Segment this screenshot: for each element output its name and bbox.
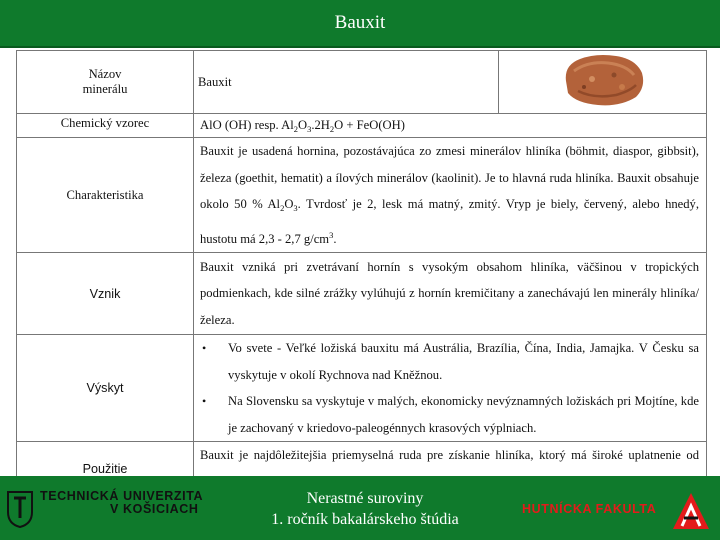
- formula-value-cell: [194, 114, 707, 138]
- tu-line1: TECHNICKÁ UNIVERZITA: [40, 489, 204, 503]
- occurrence-item-world-text: Vo svete - Veľké ložiská bauxitu má Austrália, Brazília, Čína, India, Jamajka. V Česku sa vyskytuje v okolí Rychnova nad Kněžnou.: [228, 341, 699, 382]
- occurrence-item-slovakia: [200, 388, 699, 441]
- name-label-line2: minerálu: [82, 82, 128, 96]
- formula-part-3: .2H: [311, 117, 330, 132]
- origin-label-cell: [17, 253, 194, 335]
- occurrence-label-cell: [17, 335, 194, 442]
- bauxite-rock-image: [560, 51, 646, 109]
- origin-value-cell: [194, 253, 707, 335]
- characteristics-sup: 3: [329, 229, 334, 240]
- footer-course-year: 1. ročník bakalárskeho štúdia: [271, 511, 459, 528]
- name-value: Bauxit: [198, 74, 232, 89]
- bullet-icon: •: [202, 341, 207, 355]
- name-label-cell: [17, 51, 194, 114]
- use-text: Bauxit je najdôležitejšia priemyselná ruda pre získanie hliníka, ktorý má široké uplatnenie od: [200, 448, 699, 462]
- row-formula: [17, 114, 707, 138]
- row-origin: [17, 253, 707, 335]
- footer-course-title: Nerastné suroviny: [306, 490, 424, 507]
- occurrence-value-cell: [194, 335, 707, 442]
- characteristics-sub-a: 2: [280, 203, 285, 213]
- characteristics-text: [200, 138, 699, 252]
- name-label-line1: Názov: [88, 67, 122, 81]
- characteristics-sub-b: 3: [293, 203, 298, 213]
- use-label: Použitie: [82, 461, 128, 476]
- row-name: [17, 51, 707, 114]
- name-value-cell: [194, 51, 499, 114]
- formula-part-1: AlO (OH) resp. Al: [200, 117, 294, 132]
- row-characteristics: [17, 138, 707, 253]
- occurrence-item-world: [200, 335, 699, 388]
- characteristics-mid: O: [284, 197, 294, 211]
- rock-image-cell: [499, 51, 707, 114]
- formula-sub-3: 2: [329, 123, 335, 134]
- bullet-icon: •: [202, 394, 207, 408]
- formula-sub-2: 3: [307, 123, 312, 134]
- page-title: Bauxit: [334, 12, 386, 33]
- characteristics-text-2: . Tvrdosť je 2, lesk má matný, zmitý. Vryp je biely, červený, alebo hnedý, hustotu má 2,3 - 2,7 g/cm: [200, 197, 699, 246]
- characteristics-value-cell: [194, 138, 707, 253]
- footer-bar: [0, 476, 720, 540]
- title-bar: [0, 0, 720, 48]
- origin-label: Vznik: [89, 286, 121, 301]
- formula-label: Chemický vzorec: [60, 116, 150, 130]
- tu-line2: V KOŠICIACH: [110, 501, 199, 516]
- row-occurrence: [17, 335, 707, 442]
- footer-center-text: [200, 488, 530, 530]
- characteristics-label-cell: [17, 138, 194, 253]
- origin-text: Bauxit vzniká pri zvetrávaní hornín s vysokým obsahom hliníka, väčšinou v tropických podmienkach, kde silné zrážky vylúhujú z hornín kremičitany a zanechávajú len minerály hliníka/železa.: [200, 259, 699, 327]
- tu-kosice-logo-icon: [6, 490, 34, 528]
- hutnicka-fakulta-logo-icon: [670, 490, 712, 532]
- occurrence-item-slovakia-text: Na Slovensku sa vyskytuje v malých, ekonomicky nevýznamných ložiskách pri Mojtíne, kde je zachovaný v kriedovo-paleogénnych krasových výplniach.: [228, 394, 699, 435]
- formula-part-4: O + FeO(OH): [334, 117, 405, 132]
- formula-sub-1: 2: [293, 123, 298, 134]
- occurrence-list: [200, 335, 699, 441]
- tu-kosice-logo-text: [40, 490, 203, 515]
- characteristics-label: Charakteristika: [66, 187, 144, 202]
- characteristics-text-3: .: [333, 231, 337, 246]
- faculty-name: HUTNÍCKA FAKULTA: [522, 502, 657, 516]
- mineral-sheet-table: [16, 50, 707, 496]
- formula-part-2: O: [298, 117, 308, 132]
- occurrence-label: Výskyt: [86, 381, 124, 395]
- characteristics-text-1: Bauxit je usadená hornina, pozostávajúca zo zmesi minerálov hliníka (böhmit, diaspor, gibbsit), železa (goethit, hematit) a ílových minerálov (kaolinit). Je to hlavná ruda hliníka. Bauxit obsahuje okolo 50 % Al: [200, 144, 699, 211]
- formula-label-cell: [17, 114, 194, 138]
